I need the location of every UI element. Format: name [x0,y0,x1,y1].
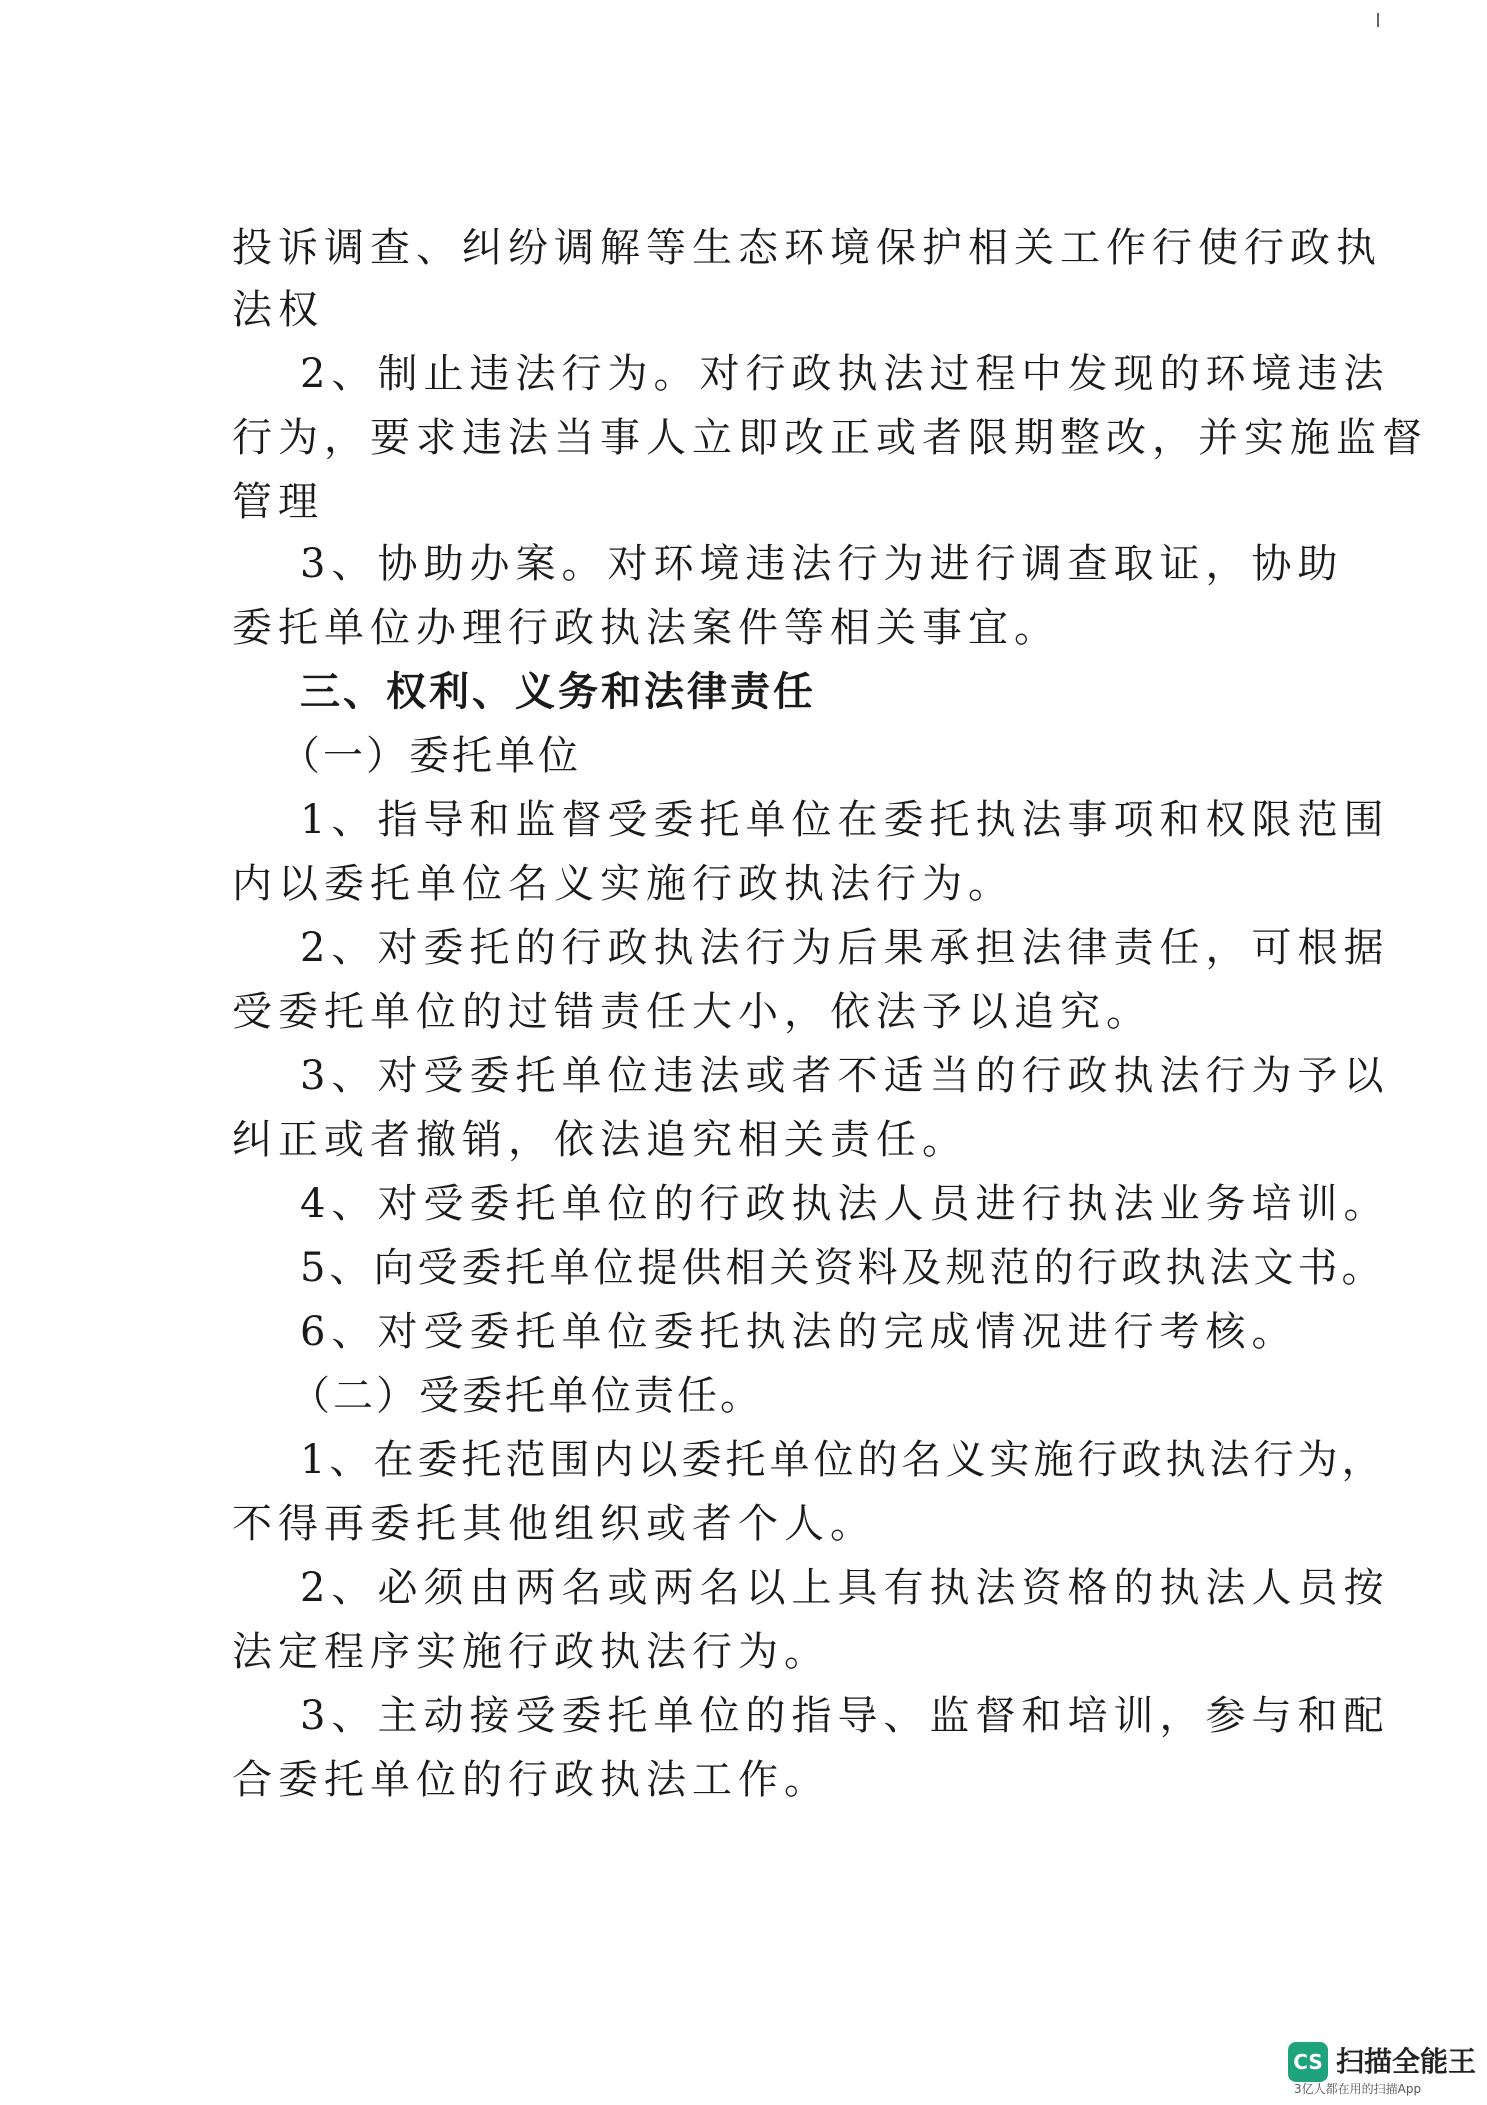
paragraph-line: 4、对受委托单位的行政执法人员进行执法业务培训。 [300,1181,1390,1227]
camscanner-watermark [1288,2042,1477,2096]
page-edge-mark [1377,13,1379,27]
subsection-heading: （二）受委托单位责任。 [290,1373,763,1419]
paragraph-line: 法定程序实施行政执法行为。 [232,1629,830,1675]
paragraph-line: 1、在委托范围内以委托单位的名义实施行政执法行为， [300,1437,1386,1483]
subsection-heading: （一）委托单位 [280,733,581,779]
paragraph-line: 5、向受委托单位提供相关资料及规范的行政执法文书。 [300,1245,1386,1291]
paragraph-line: 委托单位办理行政执法案件等相关事宜。 [232,605,1060,651]
paragraph-line: 3、对受委托单位违法或者不适当的行政执法行为予以 [300,1053,1390,1099]
paragraph-line: 不得再委托其他组织或者个人。 [232,1501,876,1547]
paragraph-line: 行为，要求违法当事人立即改正或者限期整改，并实施监督 [232,415,1428,461]
paragraph-line: 2、必须由两名或两名以上具有执法资格的执法人员按 [300,1565,1390,1611]
paragraph-line: 受委托单位的过错责任大小，依法予以追究。 [232,989,1152,1035]
camscanner-logo-icon: CS [1288,2042,1328,2082]
paragraph-line: 2、制止违法行为。对行政执法过程中发现的环境违法 [300,351,1390,397]
section-heading: 三、权利、义务和法律责任 [300,669,816,715]
paragraph-line: 管理 [232,479,324,525]
watermark-title: 扫描全能王 [1336,2045,1477,2078]
watermark-tagline: 3亿人都在用的扫描App [1294,2082,1422,2096]
paragraph-line: 2、对委托的行政执法行为后果承担法律责任，可根据 [300,925,1390,971]
paragraph-line: 1、指导和监督受委托单位在委托执法事项和权限范围 [300,797,1390,843]
paragraph-line: 法权 [232,287,324,333]
paragraph-line: 合委托单位的行政执法工作。 [232,1757,830,1803]
paragraph-line: 6、对受委托单位委托执法的完成情况进行考核。 [300,1309,1298,1355]
paragraph-line: 3、协助办案。对环境违法行为进行调查取证，协助 [300,541,1344,587]
paragraph-line: 投诉调查、纠纷调解等生态环境保护相关工作行使行政执 [232,225,1382,271]
paragraph-line: 纠正或者撤销，依法追究相关责任。 [232,1117,968,1163]
paragraph-line: 内以委托单位名义实施行政执法行为。 [232,861,1014,907]
paragraph-line: 3、主动接受委托单位的指导、监督和培训，参与和配 [300,1693,1390,1739]
